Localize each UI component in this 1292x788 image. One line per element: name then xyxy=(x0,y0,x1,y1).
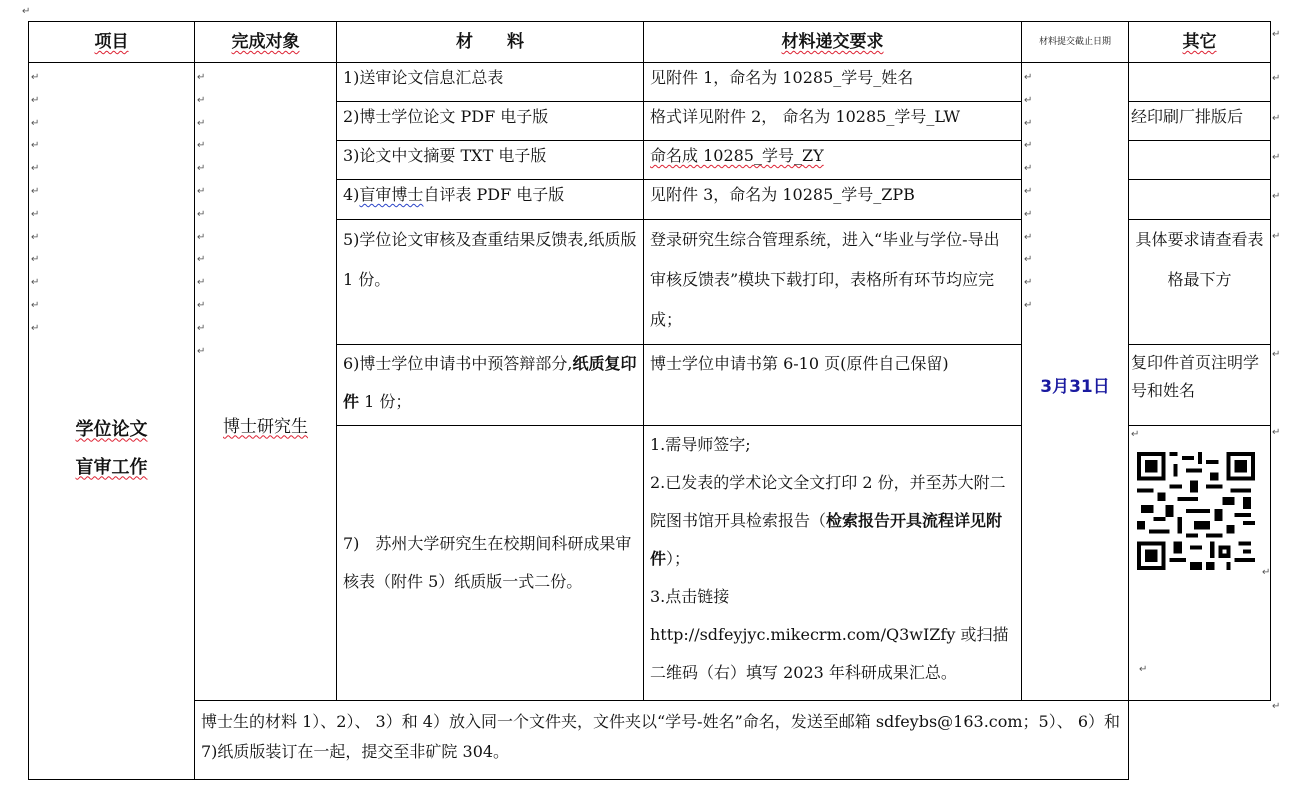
other-2: 经印刷厂排版后 xyxy=(1129,102,1271,141)
other-cell-mark: ↵ xyxy=(1131,429,1140,440)
requirement-2: 格式详见附件 2， 命名为 10285_学号_LW xyxy=(644,102,1022,141)
paragraph-mark: ↵ xyxy=(22,6,31,17)
row-end-mark: ↵ xyxy=(1272,113,1281,124)
row-end-mark: ↵ xyxy=(1272,73,1281,84)
project-column-marks: ↵ ↵ ↵ ↵ ↵ ↵ ↵ ↵ ↵ ↵ ↵ ↵ xyxy=(31,72,40,334)
header-target: 完成对象 xyxy=(195,22,337,63)
row-end-mark: ↵ xyxy=(1272,427,1281,438)
requirement-6: 博士学位申请书第 6-10 页(原件自己保留) xyxy=(644,345,1022,426)
row-end-mark: ↵ xyxy=(1272,29,1281,40)
material-4: 4)盲审博士自评表 PDF 电子版 xyxy=(337,180,644,220)
header-other: 其它 xyxy=(1129,22,1271,63)
footer-note: 博士生的材料 1）、2）、 3）和 4）放入同一个文件夹，文件夹以“学号-姓名”命名，发送至邮箱 sdfeybs@163.com；5）、 6）和 7)纸质版装订在一起，提交至非矿院 304。 xyxy=(195,701,1129,780)
requirement-3: 命名成 10285_学号_ZY xyxy=(644,141,1022,180)
other-3 xyxy=(1129,141,1271,180)
row-end-mark: ↵ xyxy=(1272,231,1281,242)
material-6: 6)博士学位申请书中预答辩部分,纸质复印件 1 份； xyxy=(337,345,644,426)
material-5: 5)学位论文审核及查重结果反馈表,纸质版 1 份。 xyxy=(337,220,644,345)
other-5: 具体要求请查看表格最下方 xyxy=(1129,220,1271,345)
qr-code-image[interactable] xyxy=(1137,452,1255,570)
other-6: 复印件首页注明学号和姓名 xyxy=(1129,345,1271,426)
deadline-cell: 3月31日 xyxy=(1022,63,1129,701)
qr-end-mark: ↵ xyxy=(1262,567,1271,578)
row-end-mark: ↵ xyxy=(1272,701,1281,712)
material-7: 7) 苏州大学研究生在校期间科研成果审核表（附件 5）纸质版一式二份。 xyxy=(337,426,644,701)
row-end-mark: ↵ xyxy=(1272,152,1281,163)
target-cell: 博士研究生 xyxy=(195,63,337,701)
material-1: 1)送审论文信息汇总表 xyxy=(337,63,644,102)
requirement-5: 登录研究生综合管理系统，进入“毕业与学位-导出审核反馈表”模块下载打印，表格所有环节均应完成； xyxy=(644,220,1022,345)
material-2: 2)博士学位论文 PDF 电子版 xyxy=(337,102,644,141)
row-end-mark: ↵ xyxy=(1272,349,1281,360)
deadline-column-marks: ↵ ↵ ↵ ↵ ↵ ↵ ↵ ↵ ↵ ↵ ↵ xyxy=(1024,72,1033,311)
requirement-7: 1.需导师签字; 2.已发表的学术论文全文打印 2 份，并至苏大附二院图书馆开具检索报告（检索报告开具流程详见附件）； 3.点击链接 http://sdfeyjyc.mikecrm.com/Q3wIZfy 或扫描二维码（右）填写 2023 年科研成果汇总。 xyxy=(644,426,1022,701)
other-4 xyxy=(1129,180,1271,220)
header-deadline: 材料提交截止日期 xyxy=(1022,22,1129,63)
requirement-1: 见附件 1，命名为 10285_学号_姓名 xyxy=(644,63,1022,102)
requirement-4: 见附件 3，命名为 10285_学号_ZPB xyxy=(644,180,1022,220)
project-cell: 学位论文 盲审工作 xyxy=(29,63,195,780)
header-requirements: 材料递交要求 xyxy=(644,22,1022,63)
material-3: 3)论文中文摘要 TXT 电子版 xyxy=(337,141,644,180)
header-project: 项目 xyxy=(29,22,195,63)
row-end-mark: ↵ xyxy=(1272,191,1281,202)
header-materials: 材 料 xyxy=(337,22,644,63)
target-column-marks: ↵ ↵ ↵ ↵ ↵ ↵ ↵ ↵ ↵ ↵ ↵ ↵ ↵ xyxy=(197,72,206,357)
other-cell-mark: ↵ xyxy=(1139,664,1148,675)
other-1 xyxy=(1129,63,1271,102)
review-table xyxy=(28,21,1271,780)
